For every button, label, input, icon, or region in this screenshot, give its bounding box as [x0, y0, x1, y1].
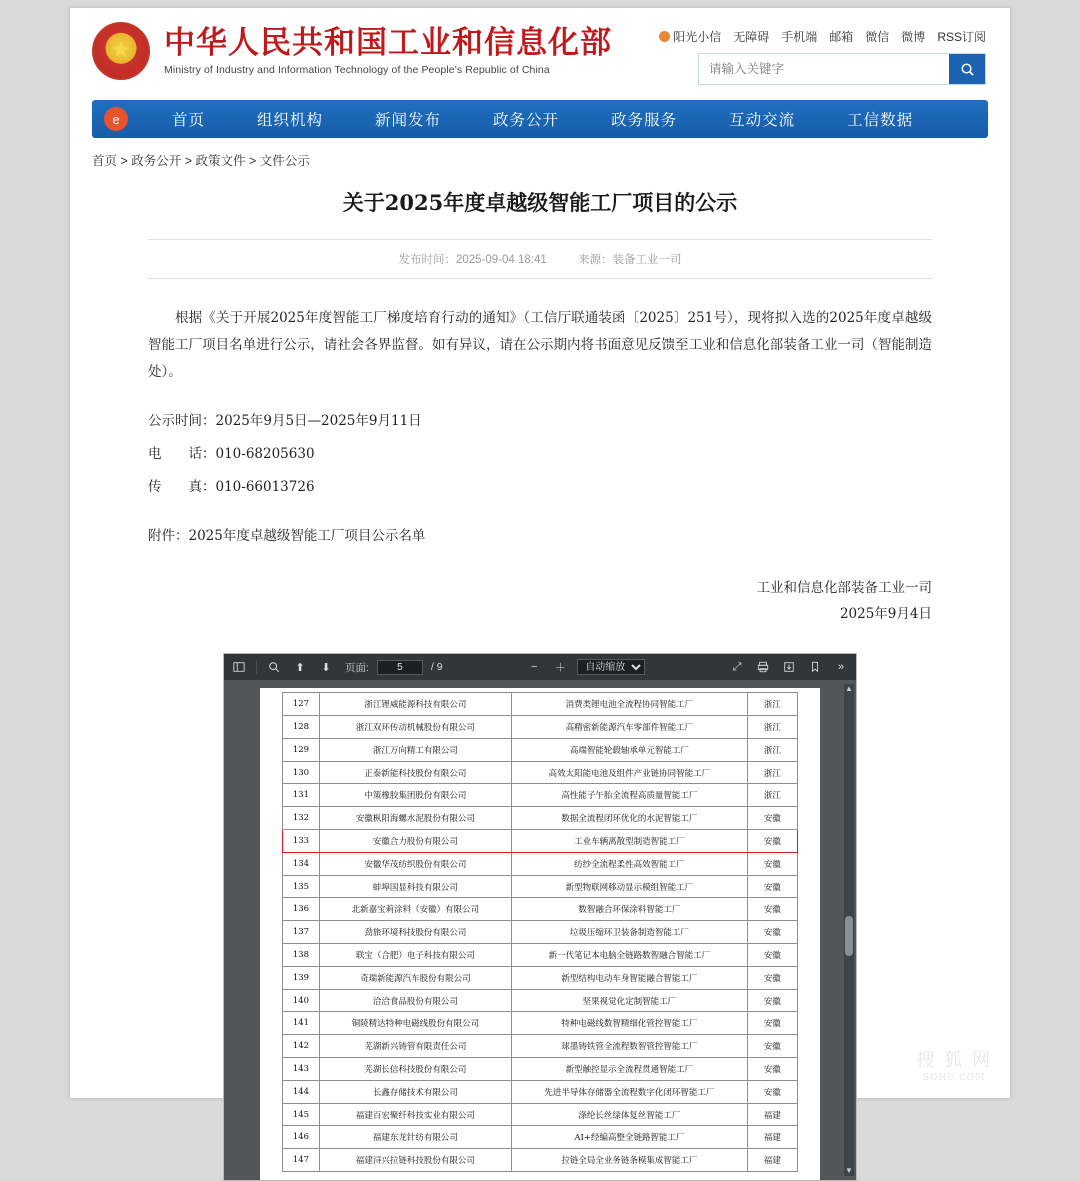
cell-index: 142 — [283, 1035, 320, 1058]
sun-icon — [659, 31, 670, 42]
cell-province: 安徽 — [747, 898, 797, 921]
table-row — [283, 921, 798, 944]
nav-item-industry-data[interactable]: 工信数据 — [847, 112, 914, 129]
table-row — [283, 830, 798, 853]
article-source: 来源：装备工业一司 — [578, 254, 682, 266]
cell-index: 133 — [283, 830, 320, 853]
page-title: 关于2025年度卓越级智能工厂项目的公示 — [342, 190, 738, 215]
sidebar-toggle-icon[interactable] — [230, 658, 248, 676]
site-title-en: Ministry of Industry and Information Technology of the People's Republic of China — [164, 64, 550, 77]
cell-company: 福建浔兴拉链科技股份有限公司 — [319, 1149, 511, 1172]
cell-project: 数智融合环保涂料智能工厂 — [511, 898, 747, 921]
signature-org: 工业和信息化部装备工业一司 — [756, 580, 932, 596]
site-title-cn: 中华人民共和国工业和信息化部 — [164, 24, 612, 61]
article-tel: 电 话：010-68205630 — [148, 446, 315, 462]
cell-project: 垃圾压缩环卫装备制造智能工厂 — [511, 921, 747, 944]
pdf-toolbar — [224, 654, 856, 680]
national-emblem-icon — [92, 22, 150, 80]
table-row — [283, 1012, 798, 1035]
cell-project: 高性能子午胎全流程高质量智能工厂 — [511, 784, 747, 807]
zoom-select[interactable] — [577, 659, 645, 675]
zoom-out-icon[interactable]: − — [531, 661, 538, 674]
cell-province: 安徽 — [747, 852, 797, 875]
cell-project: 新型触控显示全流程贯通智能工厂 — [511, 1058, 747, 1081]
cell-company: 福建百宏聚纤科技实业有限公司 — [319, 1103, 511, 1126]
watermark — [917, 1050, 992, 1084]
search-input[interactable] — [699, 54, 949, 84]
table-row — [283, 875, 798, 898]
cell-company: 芜湖新兴铸管有限责任公司 — [319, 1035, 511, 1058]
cell-project: 坚果视觉化定制智能工厂 — [511, 989, 747, 1012]
article — [148, 187, 932, 627]
page-label: 页面: — [345, 661, 369, 674]
cell-company: 浙江锂威能源科技有限公司 — [319, 693, 511, 716]
cell-province: 浙江 — [747, 784, 797, 807]
cell-index: 128 — [283, 716, 320, 739]
nav-item-government-services[interactable]: 政务服务 — [611, 112, 678, 129]
table-row — [283, 944, 798, 967]
cell-company: 浙江万向精工有限公司 — [319, 738, 511, 761]
bookmark-icon[interactable] — [806, 658, 824, 676]
cell-project: 高端智能轮毂轴承单元智能工厂 — [511, 738, 747, 761]
page-down-icon[interactable]: ⬇ — [321, 661, 331, 674]
page-up-icon[interactable]: ⬆ — [295, 661, 305, 674]
pdf-page-area — [224, 680, 856, 1180]
cell-index: 134 — [283, 852, 320, 875]
page-total-label: / 9 — [430, 661, 443, 674]
article-signature — [148, 576, 932, 627]
table-body — [283, 693, 798, 1172]
nav-item-organization[interactable]: 组织机构 — [257, 112, 324, 129]
top-link-wechat[interactable]: 微信 — [865, 30, 890, 44]
table-row — [283, 693, 798, 716]
cell-province: 安徽 — [747, 1012, 797, 1035]
cell-project: 拉链全局全业务链条模集成智能工厂 — [511, 1149, 747, 1172]
page-number-input[interactable] — [377, 660, 423, 675]
pdf-scroll-thumb[interactable] — [845, 916, 853, 956]
signature-date: 2025年9月4日 — [839, 605, 932, 622]
cell-index: 147 — [283, 1149, 320, 1172]
cell-company: 洽洽食品股份有限公司 — [319, 989, 511, 1012]
breadcrumb[interactable]: 首页 > 政务公开 > 政策文件 > 文件公示 — [92, 154, 310, 168]
table-row — [283, 1035, 798, 1058]
nav-logo-icon: e — [104, 107, 128, 131]
cell-index: 130 — [283, 761, 320, 784]
publish-time: 发布时间：2025-09-04 18:41 — [398, 254, 547, 266]
cell-province: 安徽 — [747, 989, 797, 1012]
top-link-weibo[interactable]: 微博 — [901, 30, 926, 44]
nav-item-news[interactable]: 新闻发布 — [375, 112, 442, 129]
cell-company: 联宝（合肥）电子科技有限公司 — [319, 944, 511, 967]
download-icon[interactable] — [780, 658, 798, 676]
cell-company: 福建东龙针纺有限公司 — [319, 1126, 511, 1149]
cell-province: 安徽 — [747, 966, 797, 989]
nav-item-home[interactable]: 首页 — [172, 112, 206, 129]
cell-index: 127 — [283, 693, 320, 716]
table-row — [283, 738, 798, 761]
scroll-up-arrow-icon[interactable]: ▲ — [845, 684, 853, 694]
cell-province: 安徽 — [747, 807, 797, 830]
nav-item-interaction[interactable]: 互动交流 — [729, 112, 796, 129]
top-link-rss[interactable]: RSS订阅 — [937, 30, 986, 44]
table-row — [283, 716, 798, 739]
cell-company: 长鑫存储技术有限公司 — [319, 1080, 511, 1103]
project-listing-table — [282, 692, 798, 1172]
cell-project: 高精密新能源汽车零部件智能工厂 — [511, 716, 747, 739]
cell-province: 福建 — [747, 1126, 797, 1149]
cell-project: AI+经编高整全链路智能工厂 — [511, 1126, 747, 1149]
cell-index: 138 — [283, 944, 320, 967]
more-tools-icon[interactable]: » — [837, 661, 845, 674]
nav-item-government-disclosure[interactable]: 政务公开 — [493, 112, 560, 129]
top-links — [659, 28, 986, 45]
cell-province: 安徽 — [747, 1035, 797, 1058]
cell-index: 143 — [283, 1058, 320, 1081]
cell-index: 135 — [283, 875, 320, 898]
cell-province: 安徽 — [747, 1080, 797, 1103]
top-link-accessibility[interactable]: 无障碍 — [733, 30, 770, 44]
cell-province: 安徽 — [747, 1058, 797, 1081]
search-button[interactable] — [949, 54, 985, 84]
article-meta — [148, 239, 932, 279]
cell-province: 浙江 — [747, 761, 797, 784]
cell-project: 先进半导体存储器全流程数字化闭环智能工厂 — [511, 1080, 747, 1103]
cell-project: 新一代笔记本电脑全链路数智融合智能工厂 — [511, 944, 747, 967]
table-row — [283, 852, 798, 875]
table-row — [283, 1080, 798, 1103]
pdf-scrollbar[interactable] — [844, 684, 854, 1176]
cell-project: 高效太阳能电池及组件产业链协同智能工厂 — [511, 761, 747, 784]
cell-index: 146 — [283, 1126, 320, 1149]
table-row — [283, 807, 798, 830]
cell-province: 福建 — [747, 1149, 797, 1172]
cell-company: 中策橡胶集团股份有限公司 — [319, 784, 511, 807]
table-row — [283, 966, 798, 989]
cell-index: 141 — [283, 1012, 320, 1035]
cell-project: 数据全流程闭环优化的水泥智能工厂 — [511, 807, 747, 830]
cell-company: 蚌埠国显科技有限公司 — [319, 875, 511, 898]
cell-company: 奇瑞新能源汽车股份有限公司 — [319, 966, 511, 989]
table-row — [283, 1103, 798, 1126]
table-row — [283, 898, 798, 921]
cell-index: 140 — [283, 989, 320, 1012]
cell-company: 芜湖长信科技股份有限公司 — [319, 1058, 511, 1081]
fullscreen-icon[interactable]: ⤢ — [732, 660, 742, 673]
cell-index: 144 — [283, 1080, 320, 1103]
search-box[interactable] — [698, 53, 986, 85]
cell-project: 纺纱全流程柔性高效智能工厂 — [511, 852, 747, 875]
cell-province: 安徽 — [747, 875, 797, 898]
main-nav — [92, 100, 988, 138]
cell-province: 浙江 — [747, 693, 797, 716]
brand-text — [164, 26, 612, 77]
cell-province: 安徽 — [747, 921, 797, 944]
cell-province: 安徽 — [747, 830, 797, 853]
cell-company: 正泰新能科技股份有限公司 — [319, 761, 511, 784]
table-row — [283, 1149, 798, 1172]
watermark-line1: 搜 狐 网 — [916, 1050, 992, 1072]
article-fax: 传 真：010-66013726 — [148, 479, 315, 495]
search-icon[interactable] — [265, 658, 283, 676]
article-body — [148, 305, 932, 550]
cell-index: 131 — [283, 784, 320, 807]
website-sheet — [70, 8, 1010, 1176]
cell-index: 139 — [283, 966, 320, 989]
cell-project: 特种电磁线数智精细化管控智能工厂 — [511, 1012, 747, 1035]
zoom-in-icon[interactable]: ＋ — [554, 662, 566, 675]
table-row — [283, 761, 798, 784]
top-link-mail[interactable]: 邮箱 — [829, 30, 854, 44]
cell-province: 福建 — [747, 1103, 797, 1126]
cell-index: 136 — [283, 898, 320, 921]
cell-province: 安徽 — [747, 944, 797, 967]
cell-company: 北新嘉宝莉涂料（安徽）有限公司 — [319, 898, 511, 921]
cell-index: 137 — [283, 921, 320, 944]
article-attachment[interactable]: 附件：2025年度卓越级智能工厂项目公示名单 — [148, 528, 426, 544]
table-row — [283, 1126, 798, 1149]
cell-company: 铜陵精达特种电磁线股份有限公司 — [319, 1012, 511, 1035]
article-paragraph-1: 根据《关于开展2025年度智能工厂梯度培育行动的通知》（工信厅联通装函〔2025〕251号），现将拟入选的2025年度卓越级智能工厂项目名单进行公示，请社会各界监督。如有异议，请在公示期内将书面意见反馈至工业和信息化部装备工业一司（智能制造处）。 — [148, 310, 932, 380]
top-link-sunshine[interactable]: 阳光小信 — [659, 28, 721, 45]
cell-province: 浙江 — [747, 716, 797, 739]
top-link-mobile[interactable]: 手机端 — [781, 30, 818, 44]
pdf-page-5 — [260, 688, 820, 1180]
toolbar-divider — [256, 660, 257, 674]
cell-project: 新型结构电动车身智能融合智能工厂 — [511, 966, 747, 989]
cell-province: 浙江 — [747, 738, 797, 761]
cell-company: 安徽合力股份有限公司 — [319, 830, 511, 853]
cell-company: 劲旅环境科技股份有限公司 — [319, 921, 511, 944]
cell-project: 消费类锂电池全流程协同智能工厂 — [511, 693, 747, 716]
cell-index: 129 — [283, 738, 320, 761]
cell-company: 安徽华茂纺织股份有限公司 — [319, 852, 511, 875]
cell-index: 145 — [283, 1103, 320, 1126]
cell-index: 132 — [283, 807, 320, 830]
cell-project: 工业车辆离散型制造智能工厂 — [511, 830, 747, 853]
table-row — [283, 784, 798, 807]
cell-company: 浙江双环传动机械股份有限公司 — [319, 716, 511, 739]
pdf-viewer — [223, 653, 857, 1181]
article-period: 公示时间：2025年9月5日—2025年9月11日 — [148, 413, 422, 429]
scroll-down-arrow-icon[interactable]: ▼ — [845, 1166, 853, 1176]
watermark-line2: SOHU.COM — [923, 1072, 986, 1083]
table-row — [283, 1058, 798, 1081]
cell-company: 安徽枞阳海螺水泥股份有限公司 — [319, 807, 511, 830]
cell-project: 球墨铸铁管全流程数智管控智能工厂 — [511, 1035, 747, 1058]
table-row — [283, 989, 798, 1012]
print-icon[interactable] — [754, 658, 772, 676]
cell-project: 涤纶长丝绿体复丝智能工厂 — [511, 1103, 747, 1126]
site-header — [70, 8, 1010, 100]
cell-project: 新型物联网移动显示模组智能工厂 — [511, 875, 747, 898]
